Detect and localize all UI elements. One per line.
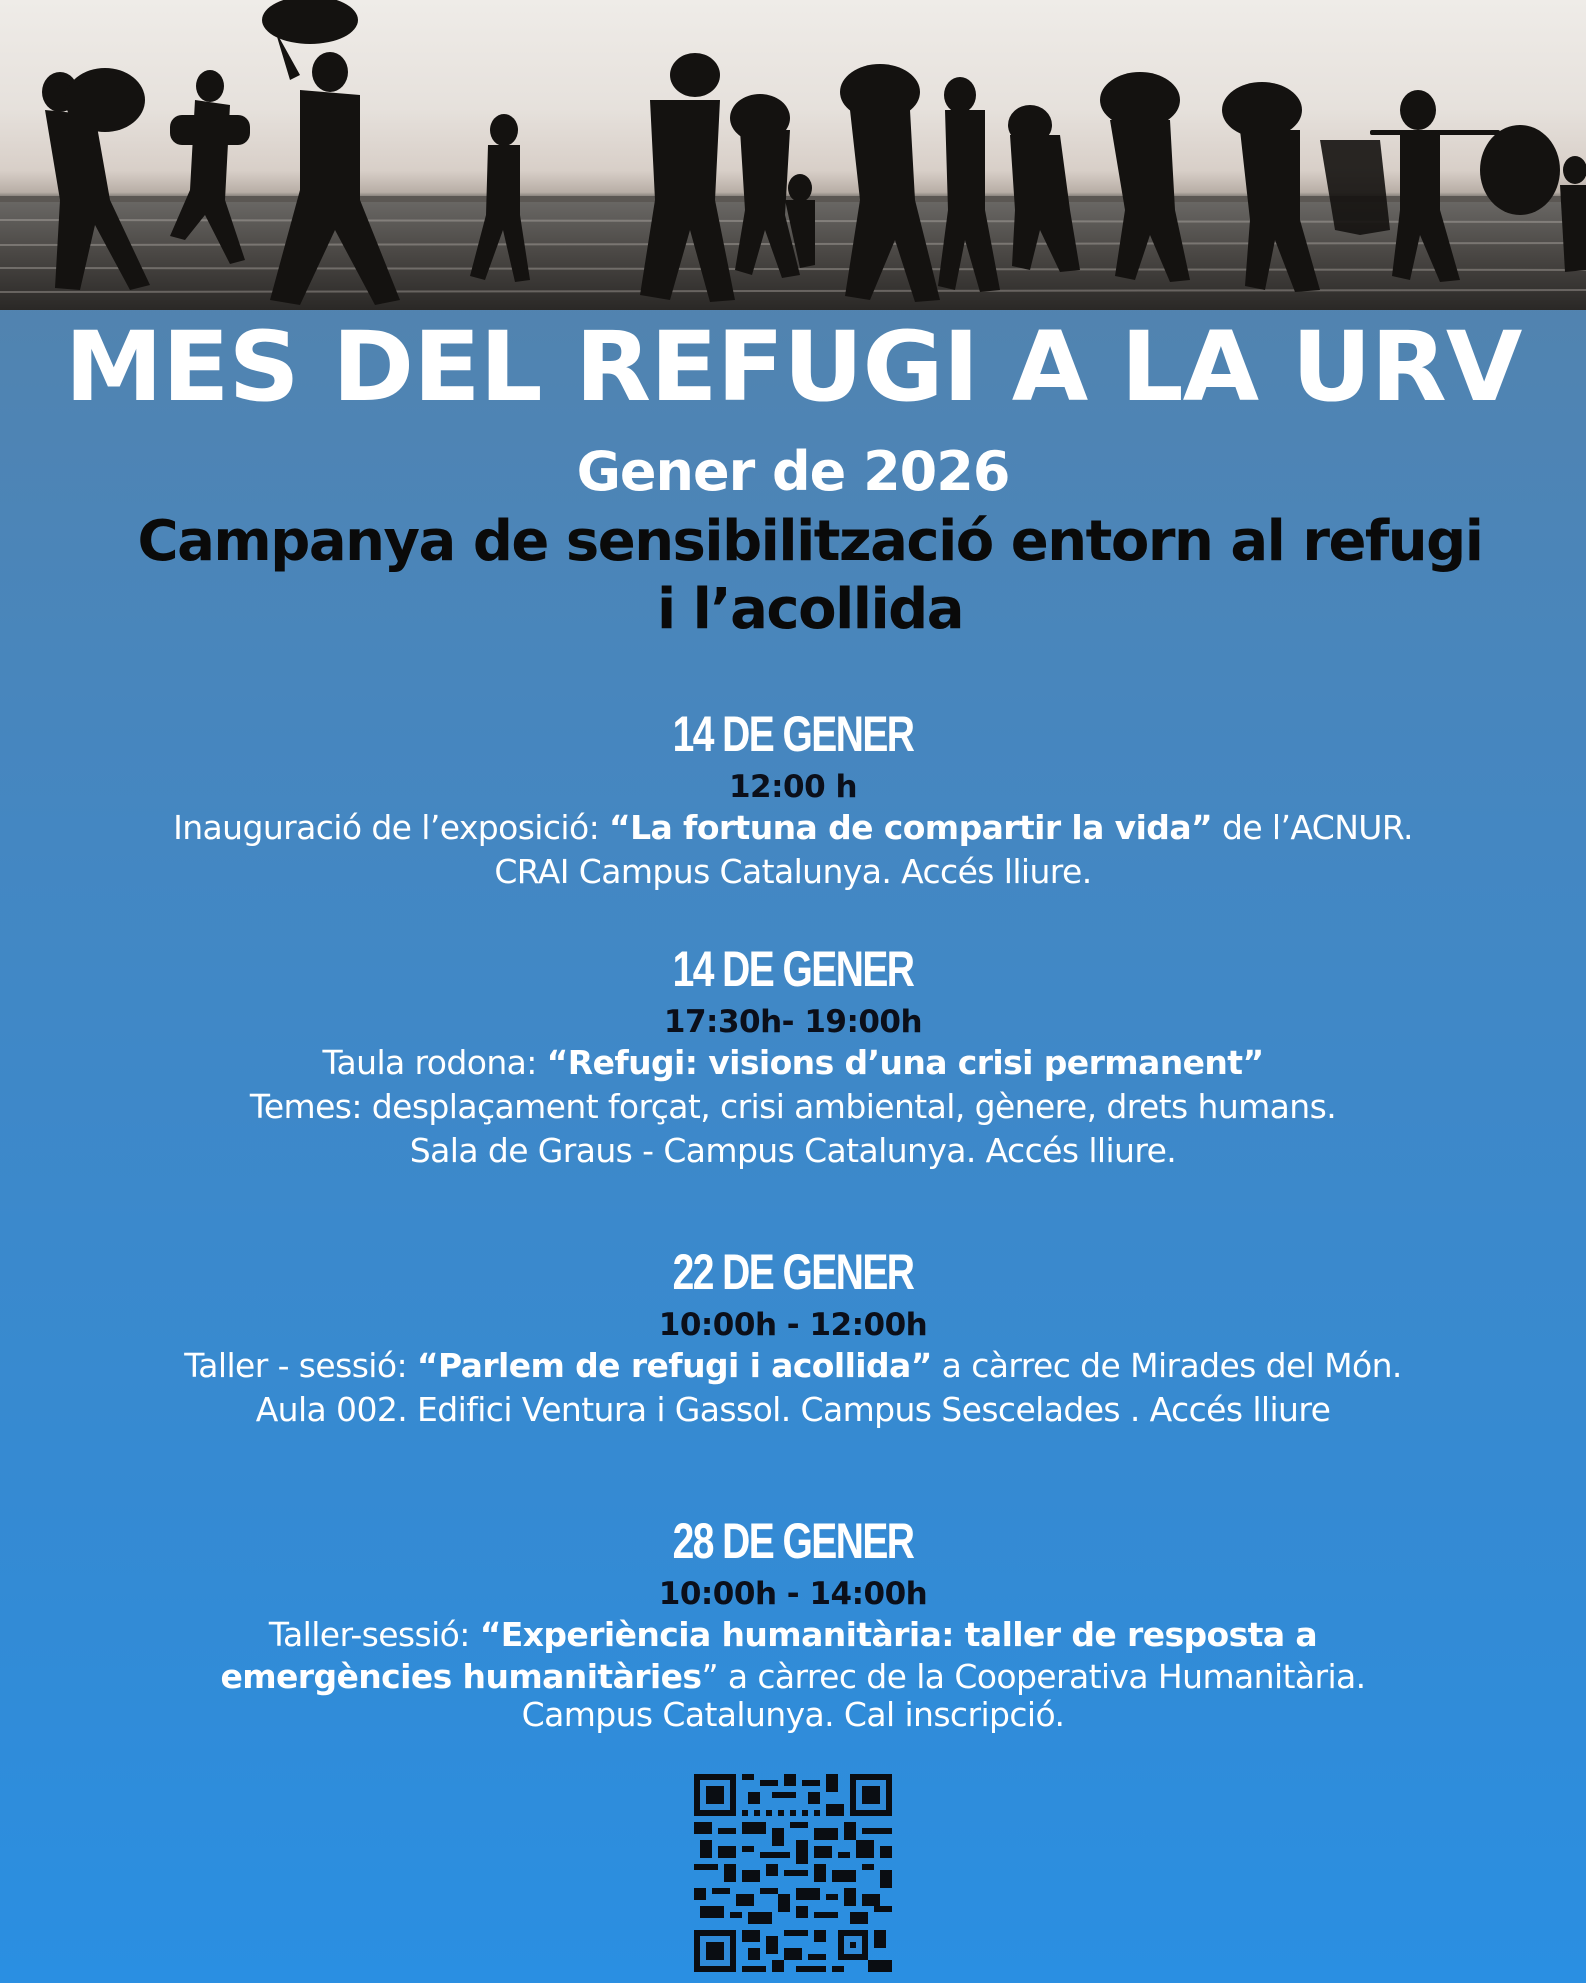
poster-title: MES DEL REFUGI A LA URV <box>64 311 1522 423</box>
qr-code-icon <box>694 1774 892 1972</box>
event-item <box>0 1244 1586 1432</box>
event-location: Sala de Graus - Campus Catalunya. Accés lliure. <box>409 1131 1177 1170</box>
campaign-subtitle <box>40 508 1580 644</box>
event-title: “Parlem de refugi i acollida” <box>416 1346 932 1385</box>
event-item <box>0 706 1586 894</box>
event-date: 14 DE GENER <box>672 706 914 762</box>
event-desc-prefix: Taula rodona: <box>322 1043 547 1082</box>
event-time: 10:00h - 14:00h <box>658 1576 928 1612</box>
event-time: 12:00 h <box>728 769 858 805</box>
event-description <box>0 1041 1586 1085</box>
event-date: 14 DE GENER <box>672 941 914 997</box>
refugees-silhouette-illustration <box>0 0 1586 310</box>
campaign-line-1: Campanya de sensibilització entorn al refugi <box>137 509 1483 574</box>
event-location: Aula 002. Edifici Ventura i Gassol. Campus Sescelades . Accés lliure <box>255 1390 1331 1429</box>
event-desc-prefix: Taller-sessió: <box>268 1615 480 1654</box>
event-title: “Refugi: visions d’una crisi permanent” <box>546 1043 1264 1082</box>
event-desc-suffix: de l’ACNUR. <box>1212 808 1413 847</box>
event-date: 22 DE GENER <box>672 1244 914 1300</box>
event-desc-suffix: ” a càrrec de la Cooperativa Humanitària. <box>701 1657 1366 1696</box>
event-description <box>0 1613 1586 1657</box>
event-time: 17:30h- 19:00h <box>663 1004 923 1040</box>
hero-photo <box>0 0 1586 310</box>
event-title-cont: emergències humanitàries <box>220 1657 702 1696</box>
event-title: “Experiència humanitària: taller de resposta a <box>479 1615 1318 1654</box>
qr-code[interactable] <box>694 1774 892 1972</box>
event-title: “La fortuna de compartir la vida” <box>608 808 1213 847</box>
event-desc-suffix: a càrrec de Mirades del Món. <box>931 1346 1402 1385</box>
event-desc-prefix: Taller - sessió: <box>184 1346 417 1385</box>
event-topics: Temes: desplaçament forçat, crisi ambiental, gènere, drets humans. <box>249 1087 1337 1126</box>
event-location: Campus Catalunya. Cal inscripció. <box>521 1695 1065 1734</box>
event-time: 10:00h - 12:00h <box>658 1307 928 1343</box>
event-description <box>0 806 1586 850</box>
event-description <box>0 1344 1586 1388</box>
event-item <box>0 941 1586 1173</box>
event-desc-prefix: Inauguració de l’exposició: <box>173 808 609 847</box>
event-description-line-2 <box>0 1657 1586 1697</box>
event-item <box>0 1513 1586 1733</box>
event-location: CRAI Campus Catalunya. Accés lliure. <box>494 852 1092 891</box>
campaign-line-2: i l’acollida <box>656 577 964 642</box>
month-year: Gener de 2026 <box>576 440 1010 503</box>
event-date: 28 DE GENER <box>672 1513 914 1569</box>
